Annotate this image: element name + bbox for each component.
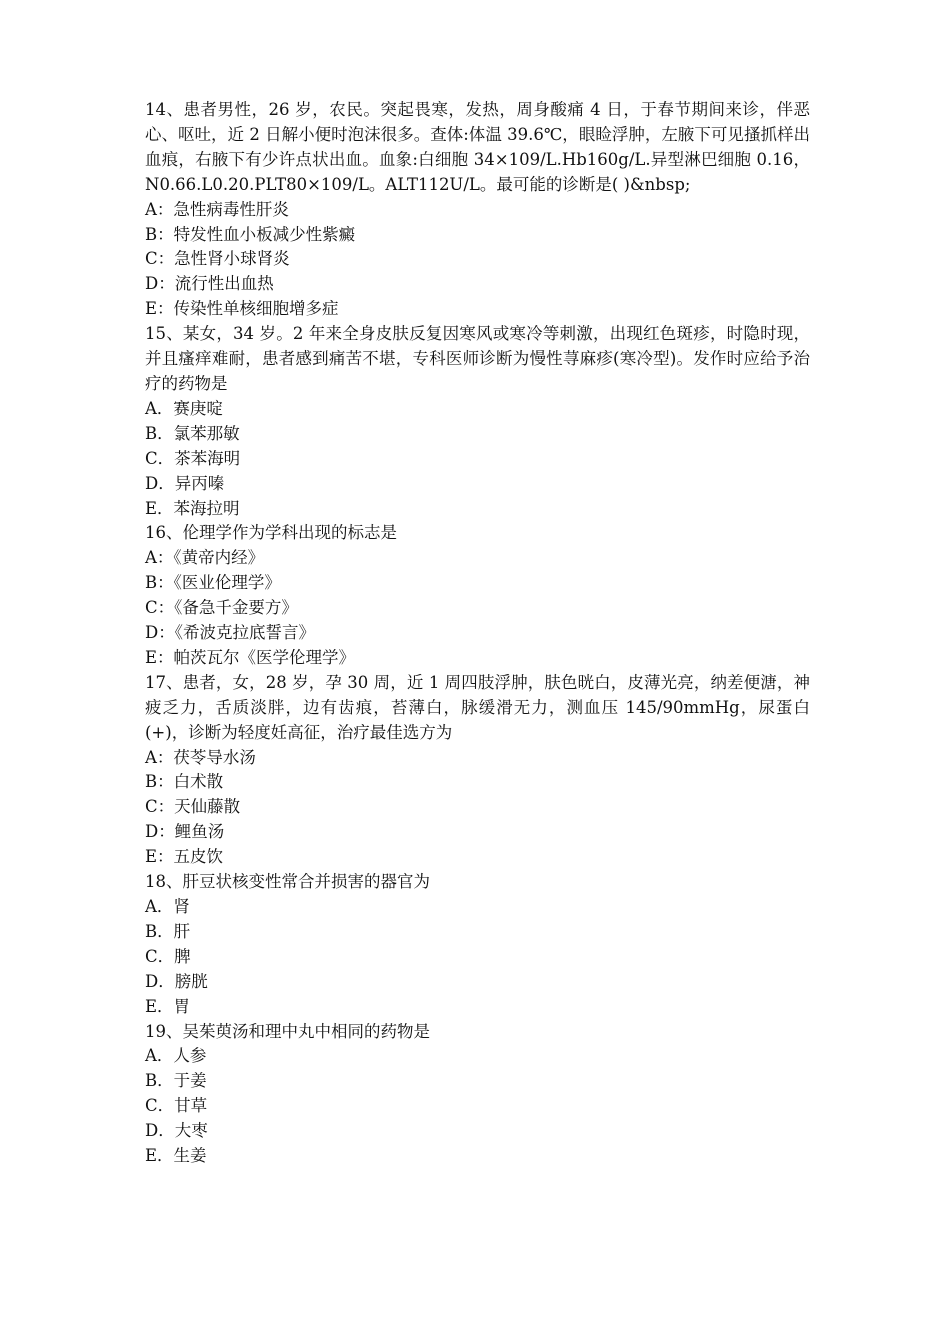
option-e: E：帕茨瓦尔《医学伦理学》	[145, 647, 356, 667]
option-e: E．苯海拉明	[145, 498, 240, 518]
question-19	[145, 1020, 810, 1169]
option-d: D．大枣	[145, 1121, 208, 1141]
question-stem: 14、患者男性，26 岁，农民。突起畏寒，发热，周身酸痛 4 日，于春节期间来诊，伴恶心、呕吐，近 2 日解小便时泡沫很多。查体:体温 39.6℃，眼睑浮肿，左腋下可见搔抓样出血痕，右腋下有少许点状出血。血象:白细胞 34×109/L.Hb160g/L.异型淋巴细胞 0.16，N0.66.L0.20.PLT80×109/L。ALT112U/L。最可能的诊断是( )&nbsp;	[145, 100, 810, 194]
question-14	[145, 98, 810, 322]
option-a: A．人参	[145, 1046, 207, 1066]
question-17	[145, 671, 810, 870]
option-a: A．肾	[145, 897, 190, 916]
option-a: A：茯苓导水汤	[145, 747, 256, 767]
option-b: B．肝	[145, 921, 191, 941]
option-a: A：急性病毒性肝炎	[145, 199, 289, 219]
option-e: E．生姜	[145, 1146, 207, 1166]
option-e: E：五皮饮	[145, 847, 224, 867]
option-c: C：急性肾小球肾炎	[145, 249, 290, 269]
option-e: E．胃	[145, 996, 191, 1016]
option-c: C．甘草	[145, 1096, 208, 1116]
question-15	[145, 322, 810, 521]
document-page	[145, 98, 810, 1169]
question-stem: 16、伦理学作为学科出现的标志是	[145, 523, 397, 543]
option-b: B：《医业伦理学》	[145, 573, 281, 593]
option-b: B．氯苯那敏	[145, 423, 240, 443]
option-b: B：白术散	[145, 772, 224, 792]
option-c: C．脾	[145, 946, 191, 966]
option-e: E：传染性单核细胞增多症	[145, 299, 339, 319]
option-d: D：流行性出血热	[145, 274, 274, 294]
option-c: C．茶苯海明	[145, 448, 241, 468]
option-b: B：特发性血小板减少性紫癜	[145, 224, 356, 244]
option-c: C：《备急千金要方》	[145, 598, 298, 618]
question-18	[145, 870, 810, 1019]
option-a: A．赛庚啶	[145, 398, 223, 418]
question-stem: 15、某女，34 岁。2 年来全身皮肤反复因寒风或寒冷等刺激，出现红色斑疹，时隐时现，并且瘙痒难耐，患者感到痛苦不堪，专科医师诊断为慢性荨麻疹(寒冷型)。发作时应给予治疗的药物是	[145, 324, 810, 393]
option-d: D：《希波克拉底誓言》	[145, 623, 315, 643]
option-d: D．异丙嗪	[145, 473, 225, 493]
question-stem: 17、患者，女，28 岁，孕 30 周，近 1 周四肢浮肿，肤色晄白，皮薄光亮，纳差便溏，神疲乏力，舌质淡胖，边有齿痕，苔薄白，脉缓滑无力，测血压 145/90mmHg，尿蛋白(+)，诊断为轻度妊高征，治疗最佳选方为	[145, 672, 810, 742]
question-stem: 19、吴茱萸汤和理中丸中相同的药物是	[145, 1021, 430, 1041]
question-stem: 18、肝豆状核变性常合并损害的器官为	[145, 872, 430, 892]
option-d: D．膀胱	[145, 971, 208, 991]
option-b: B．于姜	[145, 1071, 207, 1091]
option-a: A：《黄帝内经》	[145, 548, 265, 568]
question-16	[145, 521, 810, 670]
option-c: C：天仙藤散	[145, 797, 241, 817]
option-d: D：鲤鱼汤	[145, 822, 225, 842]
